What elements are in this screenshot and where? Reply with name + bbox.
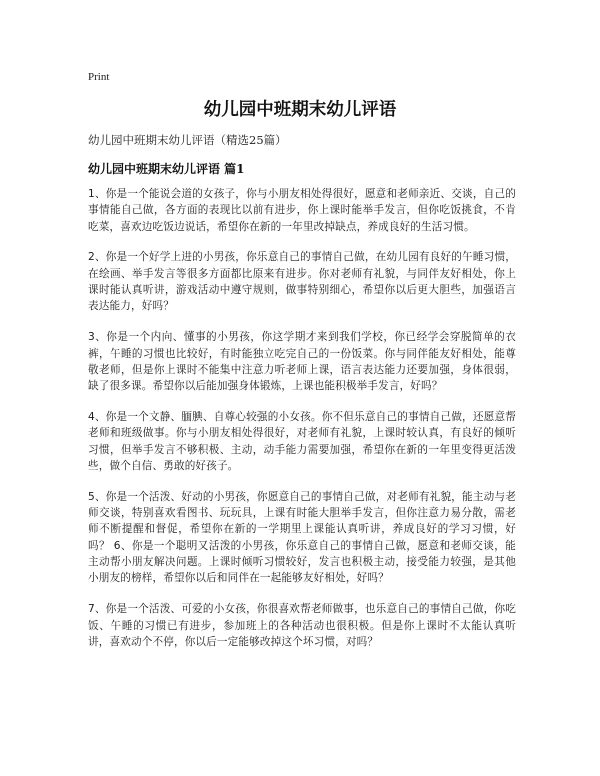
comment-paragraph-4: 4、你是一个文静、腼腆、自尊心较强的小女孩。你不但乐意自己的事情自己做，还愿意帮老师和班级做事。你与小朋友相处得很好，对老师有礼貌，上课时较认真，有良好的倾听习惯，但举手发言不够积极、主动，动手能力需要加强，希望你在新的一年里变得更活泼些，做个自信、勇敢的好孩子。 [88, 411, 516, 472]
page-title: 幼儿园中班期末幼儿评语 [203, 100, 397, 120]
comment-paragraph-6: 7、你是一个活泼、可爱的小女孩，你很喜欢帮老师做事，也乐意自己的事情自己做，你吃饭、午睡的习惯已有进步，参加班上的各种活动也很积极。但是你上课时不太能认真听讲，喜欢动个不停，你以后一定能够改掉这个坏习惯，对吗？ [88, 603, 516, 648]
comment-paragraph-2: 2、你是一个好学上进的小男孩，你乐意自己的事情自己做，在幼儿园有良好的午睡习惯，在绘画、举手发言等很多方面都比原来有进步。你对老师有礼貌，与同伴友好相处，你上课时能认真听讲，游戏活动中遵守规则，做事特别细心，希望你以后更大胆些，加强语言表达能力，好吗？ [88, 251, 516, 313]
document-subtitle: 幼儿园中班期末幼儿评语（精选25篇） [88, 133, 287, 147]
comment-paragraph-1: 1、你是一个能说会道的女孩子，你与小朋友相处得很好，愿意和老师亲近、交谈，自己的事情能自己做，各方面的表现比以前有进步，你上课时能举手发言，但你吃饭挑食，不肯吃菜，喜欢边吃饭边说话，希望你在新的一年里改掉缺点，养成良好的生活习惯。 [88, 188, 516, 233]
comment-paragraph-3: 3、你是一个内向、懂事的小男孩，你这学期才来到我们学校，你已经学会穿脱简单的衣裤，午睡的习惯也比较好，有时能独立吃完自己的一份饭菜。你与同伴能友好相处，能尊敬老师，但是你上课时不能集中注意力听老师上课，语言表达能力还要加强，身体很弱，缺了很多课。希望你以后能加强身体锻炼，上课也能积极举手发言，好吗？ [88, 331, 516, 393]
print-link[interactable]: Print [88, 71, 110, 83]
document-body [88, 186, 516, 665]
comment-paragraph-5: 5、你是一个活泼、好动的小男孩，你愿意自己的事情自己做，对老师有礼貌，能主动与老师交谈，特别喜欢看图书、玩玩具，上课有时能大胆举手发言，但你注意力易分散，需老师不断提醒和督促，希望你在新的一学期里上课能认真听讲，养成良好的学习习惯，好吗？ 6、你是一个聪明又活泼的小男孩，你乐意自己的事情自己做，愿意和老师交谈，能主动帮小朋友解决问题。上课时倾听习惯较好，发言也积极主动，接受能力较强，是其他小朋友的榜样，希望你以后和同伴在一起能够友好相处，好吗？ [88, 490, 516, 585]
section-heading: 幼儿园中班期末幼儿评语 篇1 [88, 162, 245, 176]
